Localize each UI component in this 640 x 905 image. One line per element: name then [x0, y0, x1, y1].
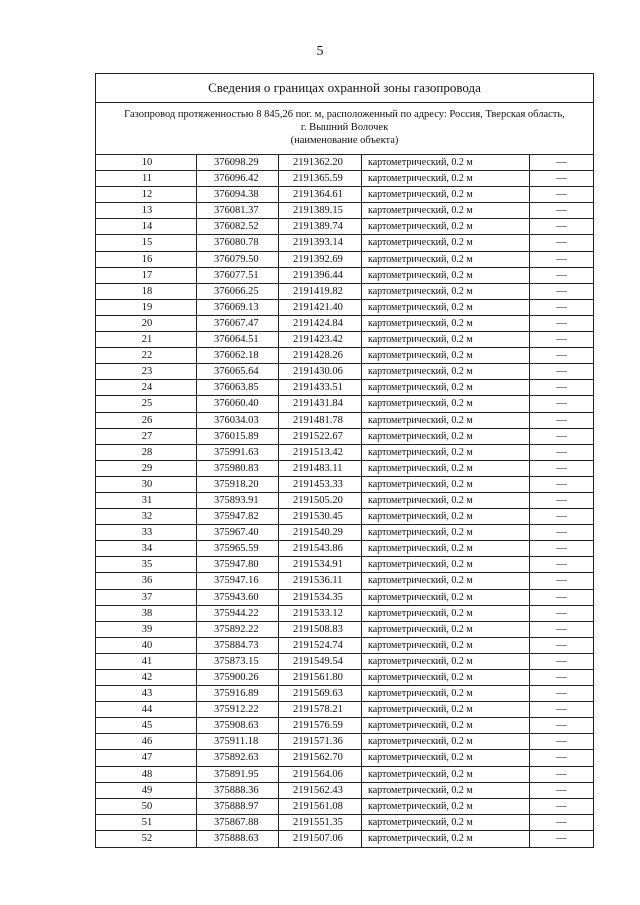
y-coordinate-cell: 2191522.67 — [279, 429, 362, 444]
table-row — [96, 187, 593, 203]
y-coordinate-cell: 2191562.43 — [279, 783, 362, 798]
point-number-cell: 32 — [96, 509, 197, 524]
note-cell: — — [556, 832, 567, 844]
x-coordinate-cell: 376094.38 — [197, 187, 279, 202]
method-cell: картометрический, 0.2 м — [362, 767, 530, 782]
method-cell: картометрический, 0.2 м — [362, 380, 530, 395]
method-cell: картометрический, 0.2 м — [362, 187, 530, 202]
note-cell: — — [556, 607, 567, 619]
table-row — [96, 670, 593, 686]
table-row — [96, 750, 593, 766]
point-number-cell: 19 — [96, 300, 197, 315]
point-number-cell: 41 — [96, 654, 197, 669]
note-cell: — — [556, 414, 567, 426]
table-row — [96, 718, 593, 734]
x-coordinate-cell: 376066.25 — [197, 284, 279, 299]
y-coordinate-cell: 2191423.42 — [279, 332, 362, 347]
x-coordinate-cell: 376063.85 — [197, 380, 279, 395]
table-row — [96, 525, 593, 541]
x-coordinate-cell: 375908.63 — [197, 718, 279, 733]
y-coordinate-cell: 2191551.35 — [279, 815, 362, 830]
y-coordinate-cell: 2191453.33 — [279, 477, 362, 492]
point-number-cell: 52 — [96, 831, 197, 847]
method-cell: картометрический, 0.2 м — [362, 557, 530, 572]
table-row — [96, 284, 593, 300]
y-coordinate-cell: 2191578.21 — [279, 702, 362, 717]
y-coordinate-cell: 2191571.36 — [279, 734, 362, 749]
point-number-cell: 23 — [96, 364, 197, 379]
point-number-cell: 50 — [96, 799, 197, 814]
method-cell: картометрический, 0.2 м — [362, 252, 530, 267]
note-cell: — — [556, 366, 567, 378]
description-line-2: г. Вышний Волочек — [300, 122, 389, 133]
x-coordinate-cell: 376015.89 — [197, 429, 279, 444]
method-cell: картометрический, 0.2 м — [362, 316, 530, 331]
note-cell: — — [556, 736, 567, 748]
point-number-cell: 30 — [96, 477, 197, 492]
point-number-cell: 21 — [96, 332, 197, 347]
point-number-cell: 40 — [96, 638, 197, 653]
point-number-cell: 45 — [96, 718, 197, 733]
method-cell: картометрический, 0.2 м — [362, 590, 530, 605]
method-cell: картометрический, 0.2 м — [362, 235, 530, 250]
x-coordinate-cell: 375947.82 — [197, 509, 279, 524]
method-cell: картометрический, 0.2 м — [362, 654, 530, 669]
table-body — [96, 155, 593, 847]
note-cell: — — [556, 800, 567, 812]
method-cell: картометрический, 0.2 м — [362, 203, 530, 218]
x-coordinate-cell: 376096.42 — [197, 171, 279, 186]
table-row — [96, 380, 593, 396]
table-row — [96, 413, 593, 429]
x-coordinate-cell: 375947.16 — [197, 573, 279, 588]
method-cell: картометрический, 0.2 м — [362, 332, 530, 347]
table-row — [96, 767, 593, 783]
table-row — [96, 541, 593, 557]
method-cell: картометрический, 0.2 м — [362, 461, 530, 476]
description-line-1: Газопровод протяженностью 8 845,26 пог. м, расположенный по адресу: Россия, Тверская область, — [124, 109, 565, 120]
table-row — [96, 799, 593, 815]
x-coordinate-cell: 375980.83 — [197, 461, 279, 476]
point-number-cell: 43 — [96, 686, 197, 701]
point-number-cell: 27 — [96, 429, 197, 444]
y-coordinate-cell: 2191534.35 — [279, 590, 362, 605]
method-cell: картометрический, 0.2 м — [362, 429, 530, 444]
x-coordinate-cell: 376065.64 — [197, 364, 279, 379]
method-cell: картометрический, 0.2 м — [362, 702, 530, 717]
note-cell: — — [556, 398, 567, 410]
table-row — [96, 461, 593, 477]
table-row — [96, 509, 593, 525]
point-number-cell: 31 — [96, 493, 197, 508]
table-row — [96, 300, 593, 316]
table-row — [96, 252, 593, 268]
method-cell: картометрический, 0.2 м — [362, 831, 530, 847]
note-cell: — — [556, 334, 567, 346]
table-row — [96, 235, 593, 251]
note-cell: — — [556, 543, 567, 555]
table-row — [96, 557, 593, 573]
x-coordinate-cell: 376060.40 — [197, 396, 279, 411]
y-coordinate-cell: 2191540.29 — [279, 525, 362, 540]
table-row — [96, 171, 593, 187]
note-cell: — — [556, 704, 567, 716]
x-coordinate-cell: 376081.37 — [197, 203, 279, 218]
method-cell: картометрический, 0.2 м — [362, 638, 530, 653]
table-row — [96, 622, 593, 638]
y-coordinate-cell: 2191424.84 — [279, 316, 362, 331]
x-coordinate-cell: 375893.91 — [197, 493, 279, 508]
note-cell: — — [556, 462, 567, 474]
note-cell: — — [556, 446, 567, 458]
note-cell: — — [556, 269, 567, 281]
x-coordinate-cell: 375873.15 — [197, 654, 279, 669]
point-number-cell: 46 — [96, 734, 197, 749]
point-number-cell: 10 — [96, 155, 197, 170]
note-cell: — — [556, 672, 567, 683]
y-coordinate-cell: 2191507.06 — [279, 831, 362, 847]
method-cell: картометрический, 0.2 м — [362, 219, 530, 234]
coordinates-table — [95, 73, 594, 848]
table-row — [96, 783, 593, 799]
y-coordinate-cell: 2191433.51 — [279, 380, 362, 395]
table-row — [96, 702, 593, 718]
method-cell: картометрический, 0.2 м — [362, 783, 530, 798]
note-cell: — — [556, 205, 567, 217]
method-cell: картометрический, 0.2 м — [362, 155, 530, 170]
y-coordinate-cell: 2191392.69 — [279, 252, 362, 267]
note-cell: — — [556, 720, 567, 732]
y-coordinate-cell: 2191561.80 — [279, 670, 362, 685]
y-coordinate-cell: 2191393.14 — [279, 235, 362, 250]
method-cell: картометрический, 0.2 м — [362, 799, 530, 814]
method-cell: картометрический, 0.2 м — [362, 718, 530, 733]
point-number-cell: 28 — [96, 445, 197, 460]
method-cell: картометрический, 0.2 м — [362, 541, 530, 556]
x-coordinate-cell: 375912.22 — [197, 702, 279, 717]
table-row — [96, 815, 593, 831]
y-coordinate-cell: 2191419.82 — [279, 284, 362, 299]
y-coordinate-cell: 2191365.59 — [279, 171, 362, 186]
point-number-cell: 12 — [96, 187, 197, 202]
y-coordinate-cell: 2191534.91 — [279, 557, 362, 572]
point-number-cell: 25 — [96, 396, 197, 411]
x-coordinate-cell: 375900.26 — [197, 670, 279, 685]
point-number-cell: 20 — [96, 316, 197, 331]
method-cell: картометрический, 0.2 м — [362, 509, 530, 524]
point-number-cell: 29 — [96, 461, 197, 476]
note-cell: — — [556, 382, 567, 394]
x-coordinate-cell: 376067.47 — [197, 316, 279, 331]
point-number-cell: 48 — [96, 767, 197, 782]
method-cell: картометрический, 0.2 м — [362, 606, 530, 621]
y-coordinate-cell: 2191508.83 — [279, 622, 362, 637]
table-row — [96, 638, 593, 654]
y-coordinate-cell: 2191524.74 — [279, 638, 362, 653]
note-cell: — — [556, 575, 567, 587]
method-cell: картометрический, 0.2 м — [362, 734, 530, 749]
x-coordinate-cell: 375918.20 — [197, 477, 279, 492]
note-cell: — — [556, 527, 567, 539]
note-cell: — — [556, 655, 567, 667]
table-row — [96, 734, 593, 750]
point-number-cell: 34 — [96, 541, 197, 556]
table-row — [96, 332, 593, 348]
x-coordinate-cell: 376079.50 — [197, 252, 279, 267]
y-coordinate-cell: 2191543.86 — [279, 541, 362, 556]
page-number: 5 — [316, 44, 324, 59]
x-coordinate-cell: 376098.29 — [197, 155, 279, 170]
x-coordinate-cell: 375943.60 — [197, 590, 279, 605]
method-cell: картометрический, 0.2 м — [362, 670, 530, 685]
note-cell: — — [556, 639, 567, 651]
x-coordinate-cell: 376082.52 — [197, 219, 279, 234]
table-row — [96, 203, 593, 219]
note-cell: — — [556, 784, 567, 796]
y-coordinate-cell: 2191364.61 — [279, 187, 362, 202]
y-coordinate-cell: 2191362.20 — [279, 155, 362, 170]
note-cell: — — [556, 768, 567, 780]
method-cell: картометрический, 0.2 м — [362, 573, 530, 588]
method-cell: картометрический, 0.2 м — [362, 686, 530, 701]
y-coordinate-cell: 2191505.20 — [279, 493, 362, 508]
table-row — [96, 316, 593, 332]
point-number-cell: 15 — [96, 235, 197, 250]
note-cell: — — [556, 688, 567, 700]
method-cell: картометрический, 0.2 м — [362, 300, 530, 315]
x-coordinate-cell: 375892.63 — [197, 750, 279, 765]
point-number-cell: 16 — [96, 252, 197, 267]
x-coordinate-cell: 375888.36 — [197, 783, 279, 798]
table-title: Сведения о границах охранной зоны газопровода — [96, 74, 593, 103]
table-row — [96, 477, 593, 493]
method-cell: картометрический, 0.2 м — [362, 348, 530, 363]
x-coordinate-cell: 376064.51 — [197, 332, 279, 347]
method-cell: картометрический, 0.2 м — [362, 445, 530, 460]
point-number-cell: 13 — [96, 203, 197, 218]
table-row — [96, 219, 593, 235]
x-coordinate-cell: 376062.18 — [197, 348, 279, 363]
note-cell: — — [556, 237, 567, 249]
point-number-cell: 51 — [96, 815, 197, 830]
y-coordinate-cell: 2191389.15 — [279, 203, 362, 218]
x-coordinate-cell: 375888.63 — [197, 831, 279, 847]
note-cell: — — [556, 752, 567, 764]
y-coordinate-cell: 2191431.84 — [279, 396, 362, 411]
point-number-cell: 47 — [96, 750, 197, 765]
note-cell: — — [556, 221, 567, 233]
note-cell: — — [556, 350, 567, 362]
x-coordinate-cell: 375965.59 — [197, 541, 279, 556]
point-number-cell: 35 — [96, 557, 197, 572]
point-number-cell: 22 — [96, 348, 197, 363]
description-line-3: (наименование объекта) — [290, 135, 399, 146]
y-coordinate-cell: 2191530.45 — [279, 509, 362, 524]
y-coordinate-cell: 2191549.54 — [279, 654, 362, 669]
table-row — [96, 268, 593, 284]
x-coordinate-cell: 375916.89 — [197, 686, 279, 701]
point-number-cell: 37 — [96, 590, 197, 605]
method-cell: картометрический, 0.2 м — [362, 493, 530, 508]
point-number-cell: 26 — [96, 413, 197, 428]
note-cell: — — [556, 591, 567, 603]
y-coordinate-cell: 2191536.11 — [279, 573, 362, 588]
y-coordinate-cell: 2191421.40 — [279, 300, 362, 315]
method-cell: картометрический, 0.2 м — [362, 413, 530, 428]
table-row — [96, 155, 593, 171]
y-coordinate-cell: 2191389.74 — [279, 219, 362, 234]
y-coordinate-cell: 2191483.11 — [279, 461, 362, 476]
x-coordinate-cell: 375888.97 — [197, 799, 279, 814]
table-row — [96, 831, 593, 847]
point-number-cell: 42 — [96, 670, 197, 685]
method-cell: картометрический, 0.2 м — [362, 622, 530, 637]
point-number-cell: 24 — [96, 380, 197, 395]
x-coordinate-cell: 375944.22 — [197, 606, 279, 621]
table-row — [96, 590, 593, 606]
method-cell: картометрический, 0.2 м — [362, 364, 530, 379]
y-coordinate-cell: 2191569.63 — [279, 686, 362, 701]
note-cell: — — [556, 157, 567, 168]
x-coordinate-cell: 376069.13 — [197, 300, 279, 315]
note-cell: — — [556, 430, 567, 442]
x-coordinate-cell: 376077.51 — [197, 268, 279, 283]
method-cell: картометрический, 0.2 м — [362, 284, 530, 299]
x-coordinate-cell: 375867.88 — [197, 815, 279, 830]
x-coordinate-cell: 375892.22 — [197, 622, 279, 637]
x-coordinate-cell: 375884.73 — [197, 638, 279, 653]
table-row — [96, 493, 593, 509]
x-coordinate-cell: 375967.40 — [197, 525, 279, 540]
y-coordinate-cell: 2191430.06 — [279, 364, 362, 379]
method-cell: картометрический, 0.2 м — [362, 396, 530, 411]
note-cell: — — [556, 623, 567, 635]
point-number-cell: 44 — [96, 702, 197, 717]
y-coordinate-cell: 2191576.59 — [279, 718, 362, 733]
method-cell: картометрический, 0.2 м — [362, 477, 530, 492]
table-row — [96, 445, 593, 461]
x-coordinate-cell: 375911.18 — [197, 734, 279, 749]
y-coordinate-cell: 2191513.42 — [279, 445, 362, 460]
method-cell: картометрический, 0.2 м — [362, 525, 530, 540]
table-row — [96, 429, 593, 445]
table-row — [96, 686, 593, 702]
point-number-cell: 17 — [96, 268, 197, 283]
note-cell: — — [556, 317, 567, 329]
method-cell: картометрический, 0.2 м — [362, 815, 530, 830]
table-row — [96, 364, 593, 380]
note-cell: — — [556, 559, 567, 571]
point-number-cell: 39 — [96, 622, 197, 637]
note-cell: — — [556, 253, 567, 265]
note-cell: — — [556, 173, 567, 185]
object-description — [96, 103, 593, 155]
note-cell: — — [556, 189, 567, 201]
table-row — [96, 348, 593, 364]
point-number-cell: 36 — [96, 573, 197, 588]
x-coordinate-cell: 375947.80 — [197, 557, 279, 572]
x-coordinate-cell: 375891.95 — [197, 767, 279, 782]
point-number-cell: 11 — [96, 171, 197, 186]
table-row — [96, 573, 593, 589]
note-cell: — — [556, 494, 567, 506]
x-coordinate-cell: 376080.78 — [197, 235, 279, 250]
y-coordinate-cell: 2191564.06 — [279, 767, 362, 782]
method-cell: картометрический, 0.2 м — [362, 268, 530, 283]
y-coordinate-cell: 2191396.44 — [279, 268, 362, 283]
point-number-cell: 14 — [96, 219, 197, 234]
note-cell: — — [556, 511, 567, 523]
note-cell: — — [556, 816, 567, 828]
note-cell: — — [556, 285, 567, 297]
note-cell: — — [556, 301, 567, 313]
point-number-cell: 33 — [96, 525, 197, 540]
note-cell: — — [556, 478, 567, 490]
y-coordinate-cell: 2191428.26 — [279, 348, 362, 363]
table-row — [96, 606, 593, 622]
table-row — [96, 396, 593, 412]
y-coordinate-cell: 2191533.12 — [279, 606, 362, 621]
point-number-cell: 49 — [96, 783, 197, 798]
x-coordinate-cell: 376034.03 — [197, 413, 279, 428]
y-coordinate-cell: 2191562.70 — [279, 750, 362, 765]
method-cell: картометрический, 0.2 м — [362, 171, 530, 186]
table-row — [96, 654, 593, 670]
method-cell: картометрический, 0.2 м — [362, 750, 530, 765]
y-coordinate-cell: 2191561.08 — [279, 799, 362, 814]
point-number-cell: 38 — [96, 606, 197, 621]
x-coordinate-cell: 375991.63 — [197, 445, 279, 460]
y-coordinate-cell: 2191481.78 — [279, 413, 362, 428]
point-number-cell: 18 — [96, 284, 197, 299]
